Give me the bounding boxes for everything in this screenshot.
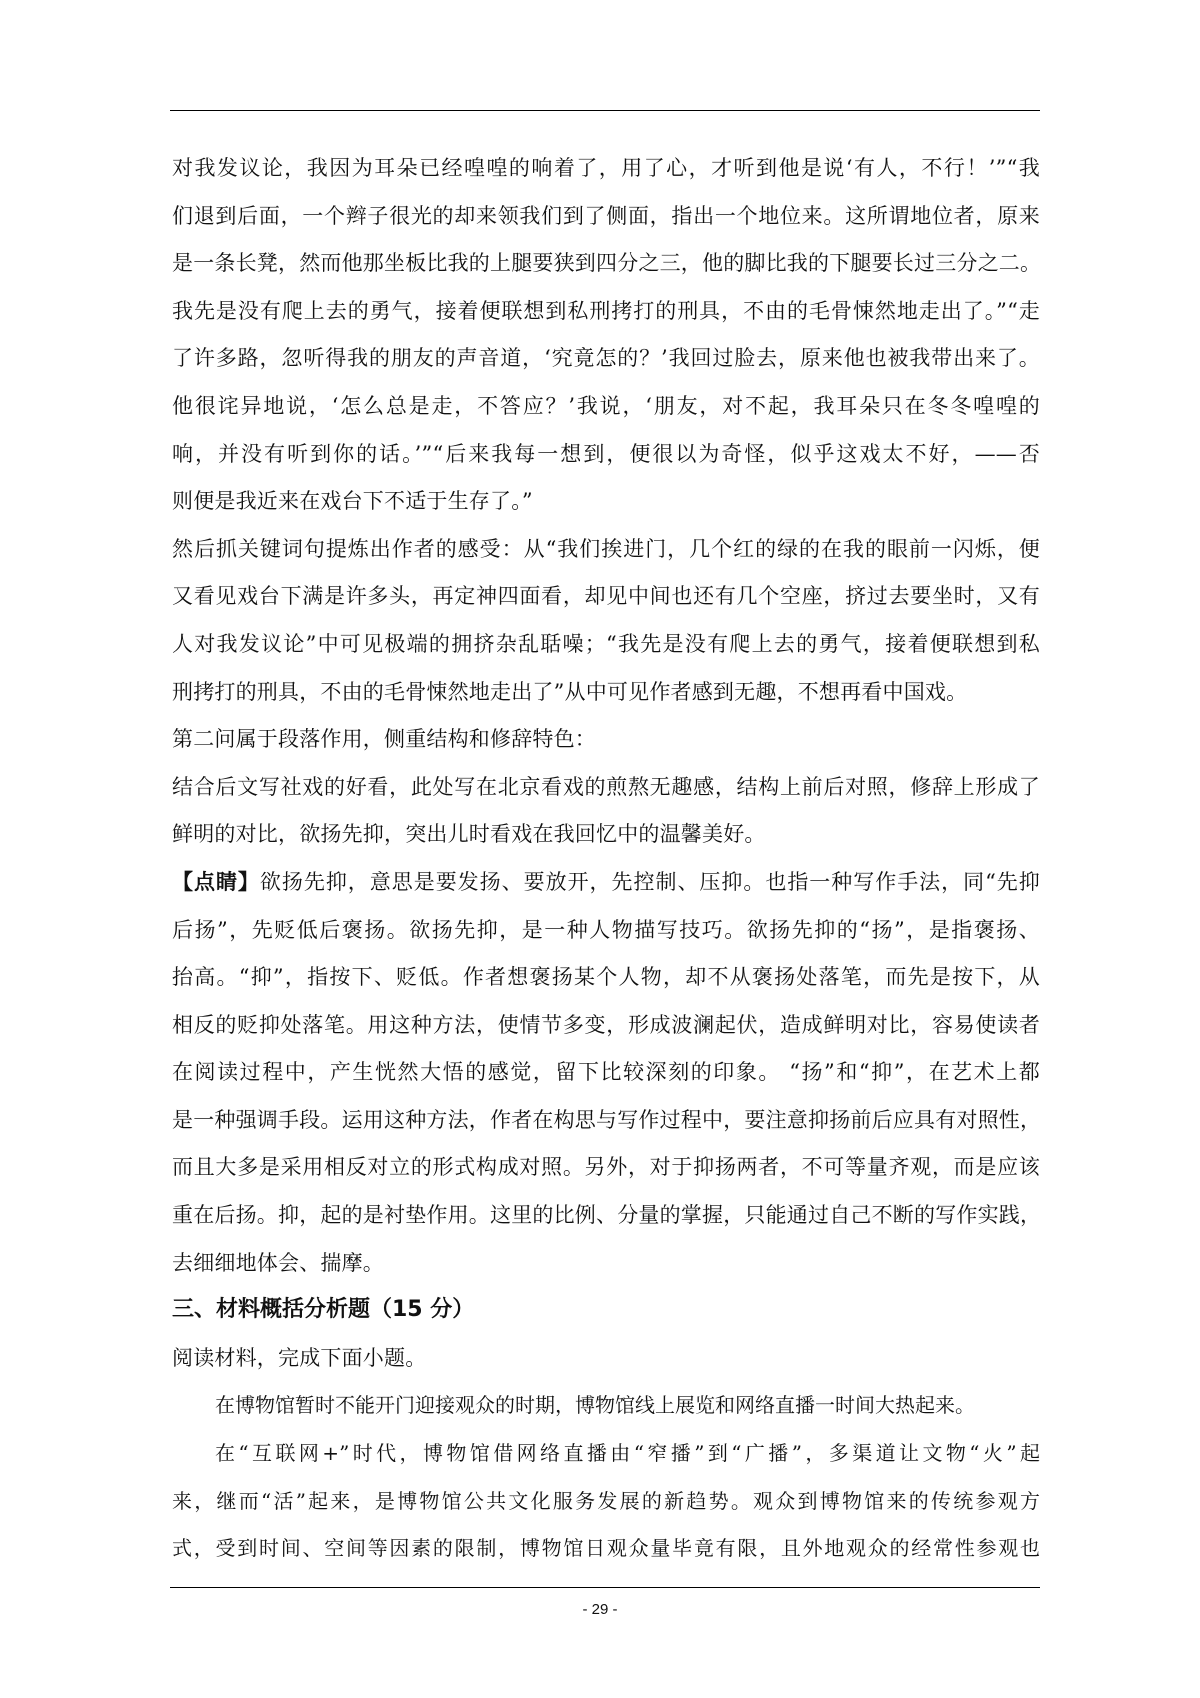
answer-line: 们退到后面，一个辫子很光的却来领我们到了侧面，指出一个地位来。这所谓地位者，原来 — [172, 203, 1040, 228]
page-number: - 29 - — [582, 1601, 618, 1618]
answer-line: 人对我发议论”中可见极端的拥挤杂乱聒噪；“我先是没有爬上去的勇气，接着便联想到私 — [172, 631, 1040, 656]
dianjing-line: 相反的贬抑处落笔。用这种方法，使情节多变，形成波澜起伏，造成鲜明对比，容易使读者 — [172, 1012, 1040, 1037]
footer-rule — [170, 1587, 1040, 1588]
material-line: 式，受到时间、空间等因素的限制，博物馆日观众量毕竟有限，且外地观众的经常性参观也 — [172, 1536, 1040, 1561]
document-body — [172, 152, 1040, 1580]
answer-line: 又看见戏台下满是许多头，再定神四面看，却见中间也还有几个空座，挤过去要坐时，又有 — [172, 584, 1040, 609]
answer-line: 鲜明的对比，欲扬先抑，突出儿时看戏在我回忆中的温馨美好。 — [172, 822, 766, 847]
dianjing-line: 抬高。“抑”，指按下、贬低。作者想褒扬某个人物，却不从褒扬处落笔，而先是按下，从 — [172, 965, 1040, 990]
dianjing-line: 重在后扬。抑，起的是衬垫作用。这里的比例、分量的掌握，只能通过自己不断的写作实践， — [172, 1203, 1042, 1228]
answer-line: 响，并没有听到你的话。’”“后来我每一想到，便很以为奇怪，似乎这戏太不好，——否 — [172, 441, 1040, 466]
dianjing-line: 而且大多是采用相反对立的形式构成对照。另外，对于抑扬两者，不可等量齐观，而是应该 — [172, 1155, 1040, 1180]
material-line: 来，继而“活”起来，是博物馆公共文化服务发展的新趋势。观众到博物馆来的传统参观方 — [172, 1488, 1040, 1513]
dianjing-label: 【点睛】 — [172, 869, 260, 894]
answer-line: 结合后文写社戏的好看，此处写在北京看戏的煎熬无趣感，结构上前后对照，修辞上形成了 — [172, 774, 1040, 799]
answer-line: 了许多路，忽听得我的朋友的声音道，‘究竟怎的？’我回过脸去，原来他也被我带出来了。 — [172, 346, 1041, 371]
dianjing-line: 是一种强调手段。运用这种方法，作者在构思与写作过程中，要注意抑扬前后应具有对照性， — [172, 1107, 1042, 1132]
answer-line: 则便是我近来在戏台下不适于生存了。” — [172, 489, 533, 514]
dianjing-first-line — [172, 866, 1040, 898]
material-line: 在博物馆暂时不能开门迎接观众的时期，博物馆线上展览和网络直播一时间大热起来。 — [215, 1393, 975, 1418]
answer-line: 刑拷打的刑具，不由的毛骨悚然地走出了”从中可见作者感到无趣，不想再看中国戏。 — [172, 679, 968, 704]
dianjing-line: 去细细地体会、揣摩。 — [172, 1250, 384, 1275]
material-line: 在“互联网+”时代，博物馆借网络直播由“窄播”到“广播”，多渠道让文物“火”起 — [215, 1441, 1040, 1466]
answer-line: 我先是没有爬上去的勇气，接着便联想到私刑拷打的刑具，不由的毛骨悚然地走出了。”“走 — [172, 298, 1040, 323]
answer-line: 第二问属于段落作用，侧重结构和修辞特色： — [172, 727, 596, 752]
header-rule — [170, 110, 1040, 111]
dianjing-line: 后扬”，先贬低后褒扬。欲扬先抑，是一种人物描写技巧。欲扬先抑的“扬”，是指褒扬、 — [172, 917, 1040, 942]
dianjing-text: 欲扬先抑，意思是要发扬、要放开，先控制、压抑。也指一种写作手法，同“先抑 — [259, 869, 1040, 894]
dianjing-line: 在阅读过程中，产生恍然大悟的感觉，留下比较深刻的印象。 “扬”和“抑”，在艺术上都 — [172, 1060, 1040, 1085]
answer-line: 对我发议论，我因为耳朵已经喤喤的响着了，用了心，才听到他是说‘有人，不行！’”“我 — [172, 156, 1040, 180]
section-heading: 三、材料概括分析题（15 分） — [172, 1297, 475, 1323]
answer-line: 是一条长凳，然而他那坐板比我的上腿要狭到四分之三，他的脚比我的下腿要长过三分之二。 — [172, 251, 1042, 276]
answer-line: 然后抓关键词句提炼出作者的感受：从“我们挨进门，几个红的绿的在我的眼前一闪烁，便 — [172, 536, 1040, 561]
instruction: 阅读材料，完成下面小题。 — [172, 1345, 427, 1370]
answer-line: 他很诧异地说，‘怎么总是走，不答应？’我说，‘朋友，对不起，我耳朵只在冬冬喤喤的 — [172, 393, 1040, 418]
